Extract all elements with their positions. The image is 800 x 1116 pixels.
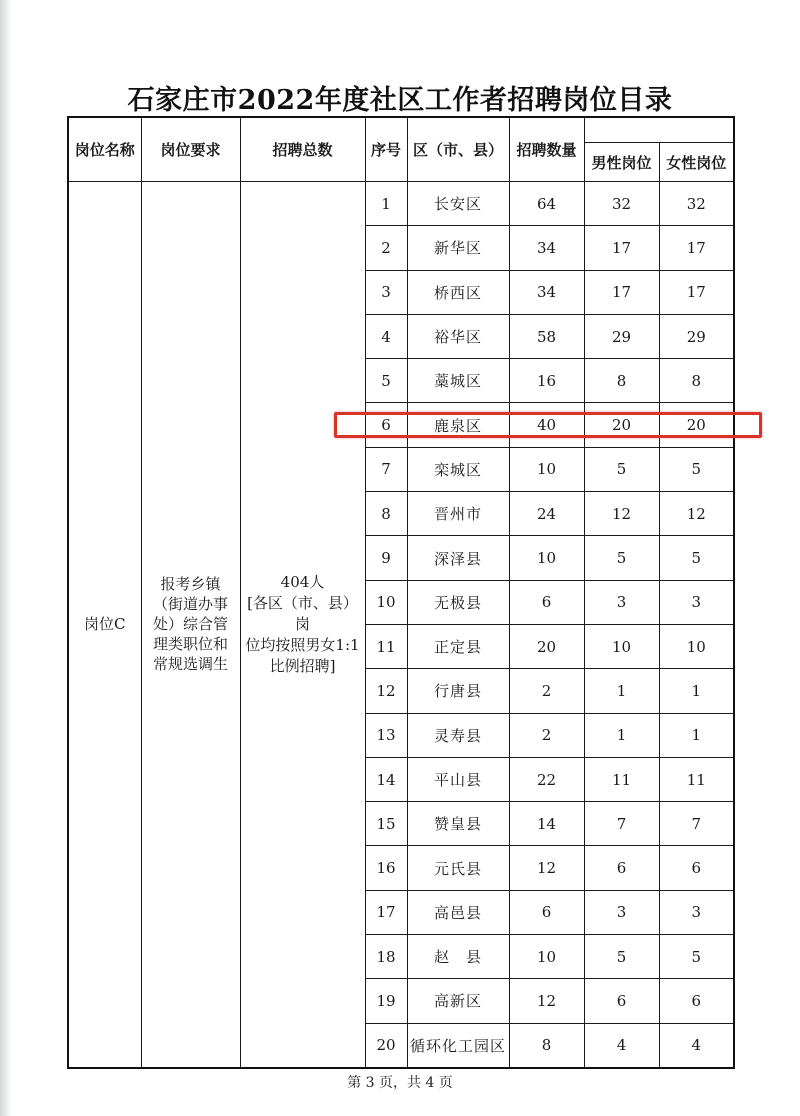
district-cell: 循环化工园区 <box>407 1023 509 1068</box>
header-gender-group <box>584 117 734 143</box>
female-quota-cell: 1 <box>659 713 734 757</box>
male-quota-cell: 6 <box>584 979 659 1023</box>
female-quota-cell: 7 <box>659 802 734 846</box>
table-row <box>68 182 734 226</box>
district-cell: 灵寿县 <box>407 713 509 757</box>
quota-cell: 8 <box>509 1023 584 1068</box>
male-quota-cell: 1 <box>584 669 659 713</box>
seq-cell: 18 <box>365 935 407 979</box>
quota-cell: 20 <box>509 624 584 668</box>
male-quota-cell: 5 <box>584 935 659 979</box>
female-quota-cell: 3 <box>659 580 734 624</box>
male-quota-cell: 29 <box>584 314 659 358</box>
district-cell: 新华区 <box>407 226 509 270</box>
district-cell: 鹿泉区 <box>407 403 509 447</box>
header-district: 区（市、县） <box>407 117 509 182</box>
female-quota-cell: 5 <box>659 935 734 979</box>
seq-cell: 20 <box>365 1023 407 1068</box>
district-cell: 高邑县 <box>407 890 509 934</box>
district-cell: 桥西区 <box>407 270 509 314</box>
seq-cell: 13 <box>365 713 407 757</box>
quota-cell: 24 <box>509 492 584 536</box>
header-requirement: 岗位要求 <box>141 117 240 182</box>
seq-cell: 12 <box>365 669 407 713</box>
female-quota-cell: 3 <box>659 890 734 934</box>
male-quota-cell: 3 <box>584 580 659 624</box>
male-quota-cell: 17 <box>584 226 659 270</box>
seq-cell: 17 <box>365 890 407 934</box>
male-quota-cell: 10 <box>584 624 659 668</box>
seq-cell: 10 <box>365 580 407 624</box>
requirement-line: （街道办事 <box>152 595 228 614</box>
female-quota-cell: 11 <box>659 757 734 801</box>
seq-cell: 8 <box>365 492 407 536</box>
seq-cell: 15 <box>365 802 407 846</box>
male-quota-cell: 5 <box>584 536 659 580</box>
female-quota-cell: 17 <box>659 270 734 314</box>
district-cell: 正定县 <box>407 624 509 668</box>
quota-cell: 2 <box>509 669 584 713</box>
quota-cell: 64 <box>509 182 584 226</box>
district-cell: 赞皇县 <box>407 802 509 846</box>
quota-cell: 22 <box>509 757 584 801</box>
district-cell: 高新区 <box>407 979 509 1023</box>
quota-cell: 6 <box>509 890 584 934</box>
district-cell: 行唐县 <box>407 669 509 713</box>
total-line: [各区（市、县）岗 <box>247 593 358 633</box>
female-quota-cell: 1 <box>659 669 734 713</box>
female-quota-cell: 12 <box>659 492 734 536</box>
total-line: 位均按照男女1:1 <box>245 635 360 654</box>
female-quota-cell: 8 <box>659 359 734 403</box>
seq-cell: 4 <box>365 314 407 358</box>
seq-cell: 5 <box>365 359 407 403</box>
document-title: 石家庄市2022年度社区工作者招聘岗位目录 <box>127 85 673 116</box>
district-cell: 深泽县 <box>407 536 509 580</box>
requirement-line: 报考乡镇 <box>160 575 221 594</box>
district-cell: 赵 县 <box>407 935 509 979</box>
header-quota: 招聘数量 <box>509 117 584 182</box>
female-quota-cell: 6 <box>659 846 734 890</box>
female-quota-cell: 17 <box>659 226 734 270</box>
seq-cell: 16 <box>365 846 407 890</box>
row-highlight-box <box>334 412 762 438</box>
quota-cell: 40 <box>509 403 584 447</box>
quota-cell: 10 <box>509 536 584 580</box>
total-line: 比例招聘] <box>269 656 336 675</box>
quota-cell: 10 <box>509 447 584 491</box>
header-position-name: 岗位名称 <box>68 117 141 182</box>
seq-cell: 3 <box>365 270 407 314</box>
quota-cell: 16 <box>509 359 584 403</box>
requirement-text <box>151 574 231 674</box>
seq-cell: 19 <box>365 979 407 1023</box>
district-cell: 晋州市 <box>407 492 509 536</box>
seq-cell: 14 <box>365 757 407 801</box>
total-text <box>244 572 362 677</box>
seq-cell: 7 <box>365 447 407 491</box>
male-quota-cell: 6 <box>584 846 659 890</box>
requirement-line: 常规选调生 <box>152 655 228 674</box>
female-quota-cell: 32 <box>659 182 734 226</box>
district-cell: 长安区 <box>407 182 509 226</box>
requirement-line: 处）综合管 <box>152 615 228 634</box>
header-total: 招聘总数 <box>240 117 365 182</box>
seq-cell: 6 <box>365 403 407 447</box>
district-cell: 裕华区 <box>407 314 509 358</box>
female-quota-cell: 10 <box>659 624 734 668</box>
male-quota-cell: 12 <box>584 492 659 536</box>
quota-cell: 34 <box>509 270 584 314</box>
quota-cell: 58 <box>509 314 584 358</box>
quota-cell: 34 <box>509 226 584 270</box>
page-footer: 第 3 页，共 4 页 <box>347 1075 453 1091</box>
seq-cell: 1 <box>365 182 407 226</box>
seq-cell: 9 <box>365 536 407 580</box>
district-cell: 藁城区 <box>407 359 509 403</box>
quota-cell: 14 <box>509 802 584 846</box>
district-cell: 无极县 <box>407 580 509 624</box>
male-quota-cell: 32 <box>584 182 659 226</box>
female-quota-cell: 5 <box>659 447 734 491</box>
seq-cell: 2 <box>365 226 407 270</box>
header-seq: 序号 <box>365 117 407 182</box>
district-cell: 栾城区 <box>407 447 509 491</box>
position-name-cell: 岗位C <box>68 182 141 1068</box>
seq-cell: 11 <box>365 624 407 668</box>
male-quota-cell: 17 <box>584 270 659 314</box>
quota-cell: 6 <box>509 580 584 624</box>
male-quota-cell: 8 <box>584 359 659 403</box>
page-edge-shadow <box>0 0 12 1116</box>
total-cell <box>240 182 365 1068</box>
quota-cell: 10 <box>509 935 584 979</box>
male-quota-cell: 20 <box>584 403 659 447</box>
male-quota-cell: 7 <box>584 802 659 846</box>
district-cell: 元氏县 <box>407 846 509 890</box>
district-cell: 平山县 <box>407 757 509 801</box>
male-quota-cell: 4 <box>584 1023 659 1068</box>
female-quota-cell: 6 <box>659 979 734 1023</box>
male-quota-cell: 5 <box>584 447 659 491</box>
female-quota-cell: 5 <box>659 536 734 580</box>
header-male: 男性岗位 <box>584 143 659 182</box>
female-quota-cell: 4 <box>659 1023 734 1068</box>
male-quota-cell: 1 <box>584 713 659 757</box>
recruitment-table <box>67 116 735 1069</box>
quota-cell: 12 <box>509 979 584 1023</box>
male-quota-cell: 3 <box>584 890 659 934</box>
requirement-cell <box>141 182 240 1068</box>
table-body <box>68 182 734 1068</box>
male-quota-cell: 11 <box>584 757 659 801</box>
female-quota-cell: 20 <box>659 403 734 447</box>
quota-cell: 2 <box>509 713 584 757</box>
female-quota-cell: 29 <box>659 314 734 358</box>
requirement-line: 理类职位和 <box>152 635 228 654</box>
header-female: 女性岗位 <box>659 143 734 182</box>
total-line: 404人 <box>280 572 325 591</box>
quota-cell: 12 <box>509 846 584 890</box>
